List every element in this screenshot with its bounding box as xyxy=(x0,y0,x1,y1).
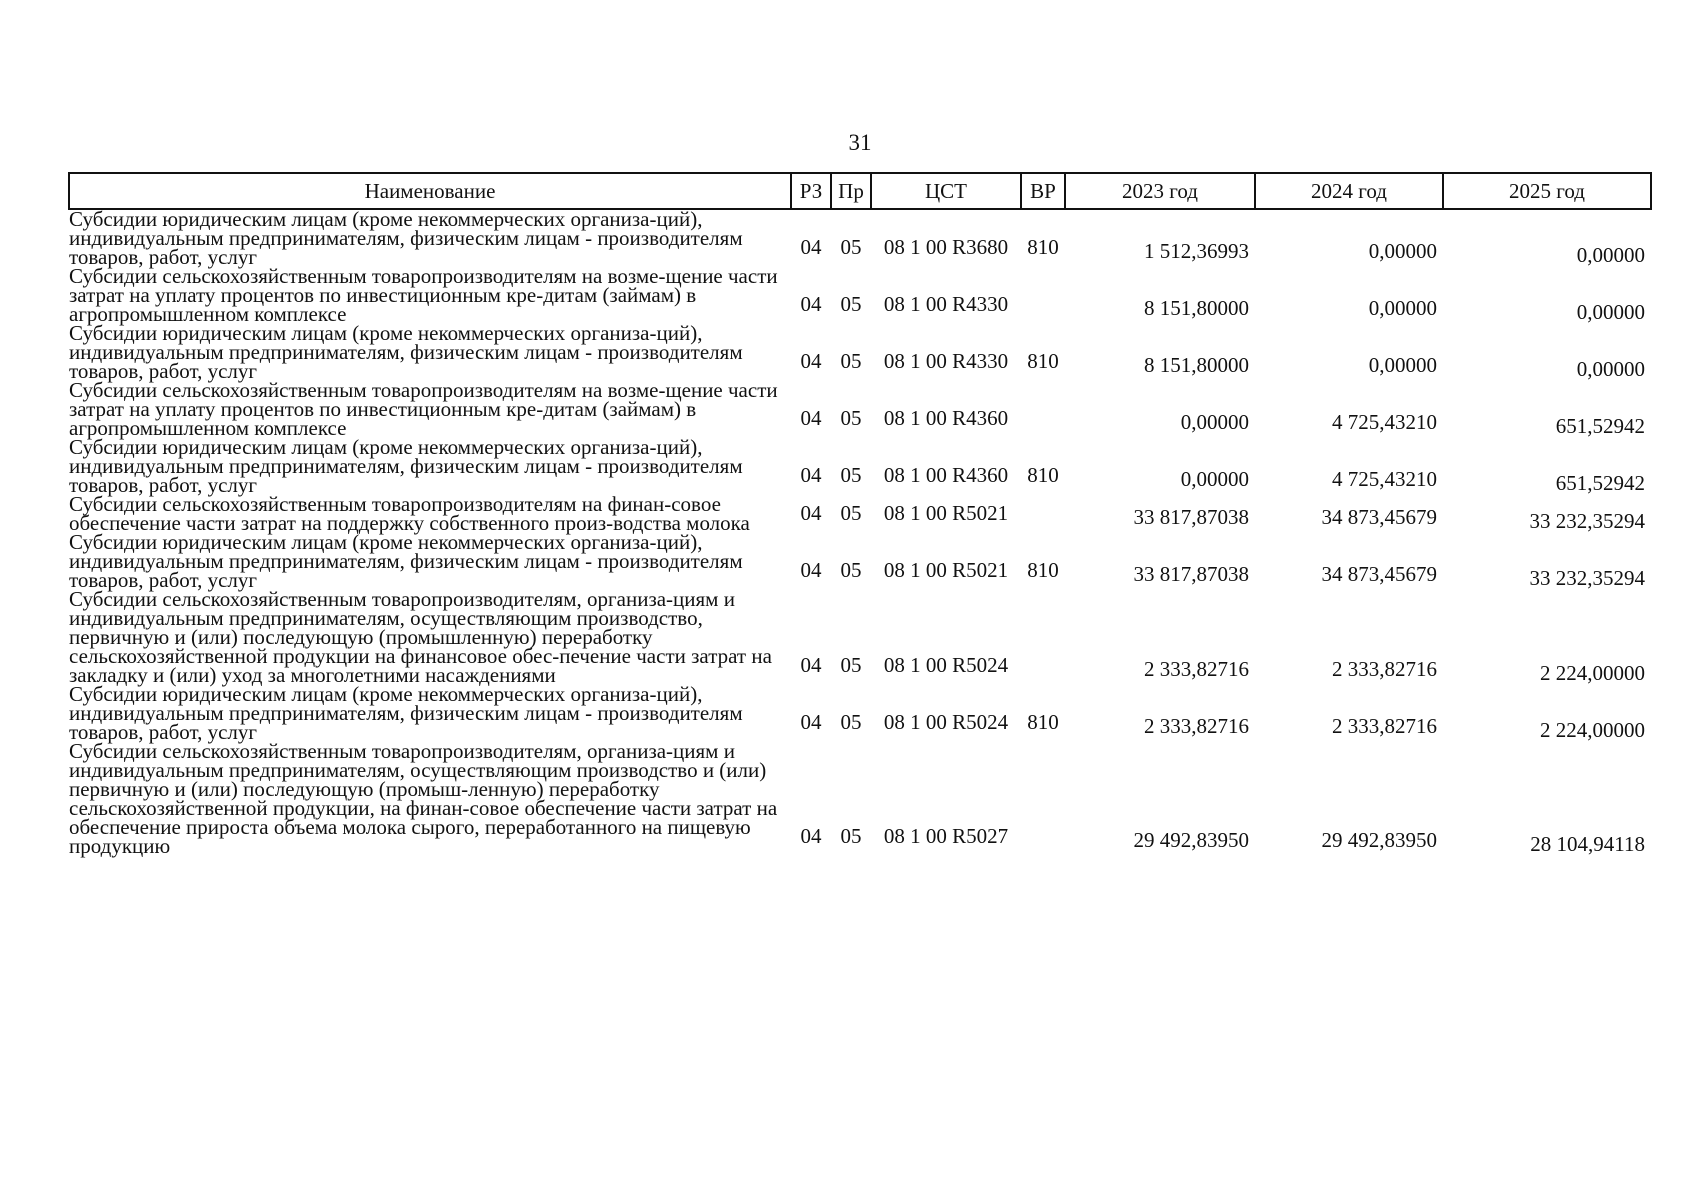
cell-cst: 08 1 00 R4360 xyxy=(883,406,1009,430)
table-row xyxy=(69,324,1651,381)
cell-rz: 04 xyxy=(800,501,822,525)
table-row xyxy=(69,590,1651,685)
table-row xyxy=(69,438,1651,495)
header-cst: ЦСТ xyxy=(871,173,1021,209)
cell-pr: 05 xyxy=(840,710,862,734)
cell-vr xyxy=(1021,381,1065,438)
cell-2025: 28 104,94118 xyxy=(1530,832,1645,856)
cell-name: Субсидии сельскохозяйственным товаропроизводителям, организа-циям и индивидуальным предпринимателям, осуществляющим производство, первичную и (или) последующую (промышленную) переработку сельскохозяйственной продукции на финансовое обес-печение части затрат на закладку и (или) уход за многолетними насаждениями xyxy=(69,587,772,687)
cell-cst: 08 1 00 R4360 xyxy=(883,463,1009,487)
cell-cst: 08 1 00 R5024 xyxy=(883,653,1009,677)
cell-2024: 34 873,45679 xyxy=(1321,562,1437,586)
table-row xyxy=(69,267,1651,324)
cell-2023: 2 333,82716 xyxy=(1144,714,1249,738)
cell-2023: 29 492,83950 xyxy=(1133,828,1249,852)
cell-rz: 04 xyxy=(800,292,822,316)
cell-2024: 0,00000 xyxy=(1368,296,1437,320)
cell-rz: 04 xyxy=(800,710,822,734)
cell-vr: 810 xyxy=(1027,558,1059,582)
cell-2024: 29 492,83950 xyxy=(1321,828,1437,852)
cell-2024: 4 725,43210 xyxy=(1332,467,1437,491)
cell-cst: 08 1 00 R4330 xyxy=(883,349,1009,373)
cell-pr: 05 xyxy=(840,349,862,373)
cell-name: Субсидии сельскохозяйственным товаропроизводителям на возме-щение части затрат на уплату процентов по инвестиционным кре-дитам (займам) в агропромышленном комплексе xyxy=(69,378,778,440)
cell-2023: 0,00000 xyxy=(1180,467,1249,491)
budget-table xyxy=(68,172,1652,856)
cell-2024: 2 333,82716 xyxy=(1332,714,1437,738)
cell-vr xyxy=(1021,742,1065,856)
cell-2023: 8 151,80000 xyxy=(1144,296,1249,320)
cell-cst: 08 1 00 R4330 xyxy=(883,292,1009,316)
cell-2024: 0,00000 xyxy=(1368,239,1437,263)
cell-vr: 810 xyxy=(1027,463,1059,487)
cell-cst: 08 1 00 R5027 xyxy=(883,824,1009,848)
cell-pr: 05 xyxy=(840,463,862,487)
header-name: Наименование xyxy=(69,173,791,209)
table-row xyxy=(69,533,1651,590)
table-body xyxy=(69,209,1651,856)
cell-rz: 04 xyxy=(800,558,822,582)
header-pr: Пр xyxy=(831,173,871,209)
cell-pr: 05 xyxy=(840,824,862,848)
cell-2025: 0,00000 xyxy=(1576,243,1645,267)
cell-pr: 05 xyxy=(840,292,862,316)
cell-2024: 4 725,43210 xyxy=(1332,410,1437,434)
table-row xyxy=(69,209,1651,267)
cell-rz: 04 xyxy=(800,406,822,430)
header-2023: 2023 год xyxy=(1065,173,1255,209)
cell-pr: 05 xyxy=(840,558,862,582)
cell-name: Субсидии сельскохозяйственным товаропроизводителям на финан-совое обеспечение части затрат на поддержку собственного произ-водства молока xyxy=(69,492,750,535)
cell-2025: 2 224,00000 xyxy=(1540,661,1645,685)
table-row xyxy=(69,381,1651,438)
cell-cst: 08 1 00 R5024 xyxy=(883,710,1009,734)
table-row xyxy=(69,495,1651,533)
table-header-row xyxy=(69,173,1651,209)
cell-cst: 08 1 00 R5021 xyxy=(883,501,1009,525)
cell-2025: 33 232,35294 xyxy=(1529,566,1645,590)
cell-name: Субсидии юридическим лицам (кроме некоммерческих организа-ций), индивидуальным предпринимателям, физическим лицам - производителям товаров, работ, услуг xyxy=(69,530,743,592)
cell-pr: 05 xyxy=(840,406,862,430)
table-row xyxy=(69,742,1651,856)
cell-name: Субсидии юридическим лицам (кроме некоммерческих организа-ций), индивидуальным предпринимателям, физическим лицам - производителям товаров, работ, услуг xyxy=(69,682,743,744)
cell-2023: 33 817,87038 xyxy=(1133,505,1249,529)
cell-cst: 08 1 00 R5021 xyxy=(883,558,1009,582)
cell-2024: 2 333,82716 xyxy=(1332,657,1437,681)
cell-2025: 651,52942 xyxy=(1555,471,1645,495)
cell-rz: 04 xyxy=(800,653,822,677)
page-number: 31 xyxy=(848,130,872,155)
cell-vr xyxy=(1021,267,1065,324)
cell-vr xyxy=(1021,495,1065,533)
cell-2024: 34 873,45679 xyxy=(1321,505,1437,529)
cell-vr: 810 xyxy=(1027,349,1059,373)
header-vr: ВР xyxy=(1021,173,1065,209)
cell-cst: 08 1 00 R3680 xyxy=(883,235,1009,259)
cell-vr: 810 xyxy=(1027,235,1059,259)
cell-pr: 05 xyxy=(840,235,862,259)
cell-name: Субсидии сельскохозяйственным товаропроизводителям на возме-щение части затрат на уплату процентов по инвестиционным кре-дитам (займам) в агропромышленном комплексе xyxy=(69,264,778,326)
cell-2023: 2 333,82716 xyxy=(1144,657,1249,681)
cell-name: Субсидии юридическим лицам (кроме некоммерческих организа-ций), индивидуальным предпринимателям, физическим лицам - производителям товаров, работ, услуг xyxy=(69,207,743,269)
cell-vr xyxy=(1021,590,1065,685)
cell-pr: 05 xyxy=(840,501,862,525)
cell-2024: 0,00000 xyxy=(1368,353,1437,377)
cell-pr: 05 xyxy=(840,653,862,677)
table-row xyxy=(69,685,1651,742)
cell-rz: 04 xyxy=(800,235,822,259)
cell-2025: 0,00000 xyxy=(1576,300,1645,324)
cell-rz: 04 xyxy=(800,824,822,848)
cell-vr: 810 xyxy=(1027,710,1059,734)
cell-name: Субсидии юридическим лицам (кроме некоммерческих организа-ций), индивидуальным предпринимателям, физическим лицам - производителям товаров, работ, услуг xyxy=(69,321,743,383)
header-rz: РЗ xyxy=(791,173,831,209)
cell-rz: 04 xyxy=(800,349,822,373)
cell-2023: 0,00000 xyxy=(1180,410,1249,434)
cell-2023: 1 512,36993 xyxy=(1144,239,1249,263)
cell-2025: 0,00000 xyxy=(1576,357,1645,381)
cell-2025: 33 232,35294 xyxy=(1529,509,1645,533)
cell-name: Субсидии юридическим лицам (кроме некоммерческих организа-ций), индивидуальным предпринимателям, физическим лицам - производителям товаров, работ, услуг xyxy=(69,435,743,497)
cell-2025: 651,52942 xyxy=(1555,414,1645,438)
header-2024: 2024 год xyxy=(1255,173,1443,209)
cell-2023: 8 151,80000 xyxy=(1144,353,1249,377)
cell-name: Субсидии сельскохозяйственным товаропроизводителям, организа-циям и индивидуальным предпринимателям, осуществляющим производство и (или) первичную и (или) последующую (промыш-ленную) переработку сельскохозяйственной продукции, на финан-совое обеспечение части затрат на обеспечение прироста объема молока сырого, переработанного на пищевую продукцию xyxy=(69,739,778,858)
cell-2025: 2 224,00000 xyxy=(1540,718,1645,742)
cell-2023: 33 817,87038 xyxy=(1133,562,1249,586)
cell-rz: 04 xyxy=(800,463,822,487)
header-2025: 2025 год xyxy=(1443,173,1651,209)
